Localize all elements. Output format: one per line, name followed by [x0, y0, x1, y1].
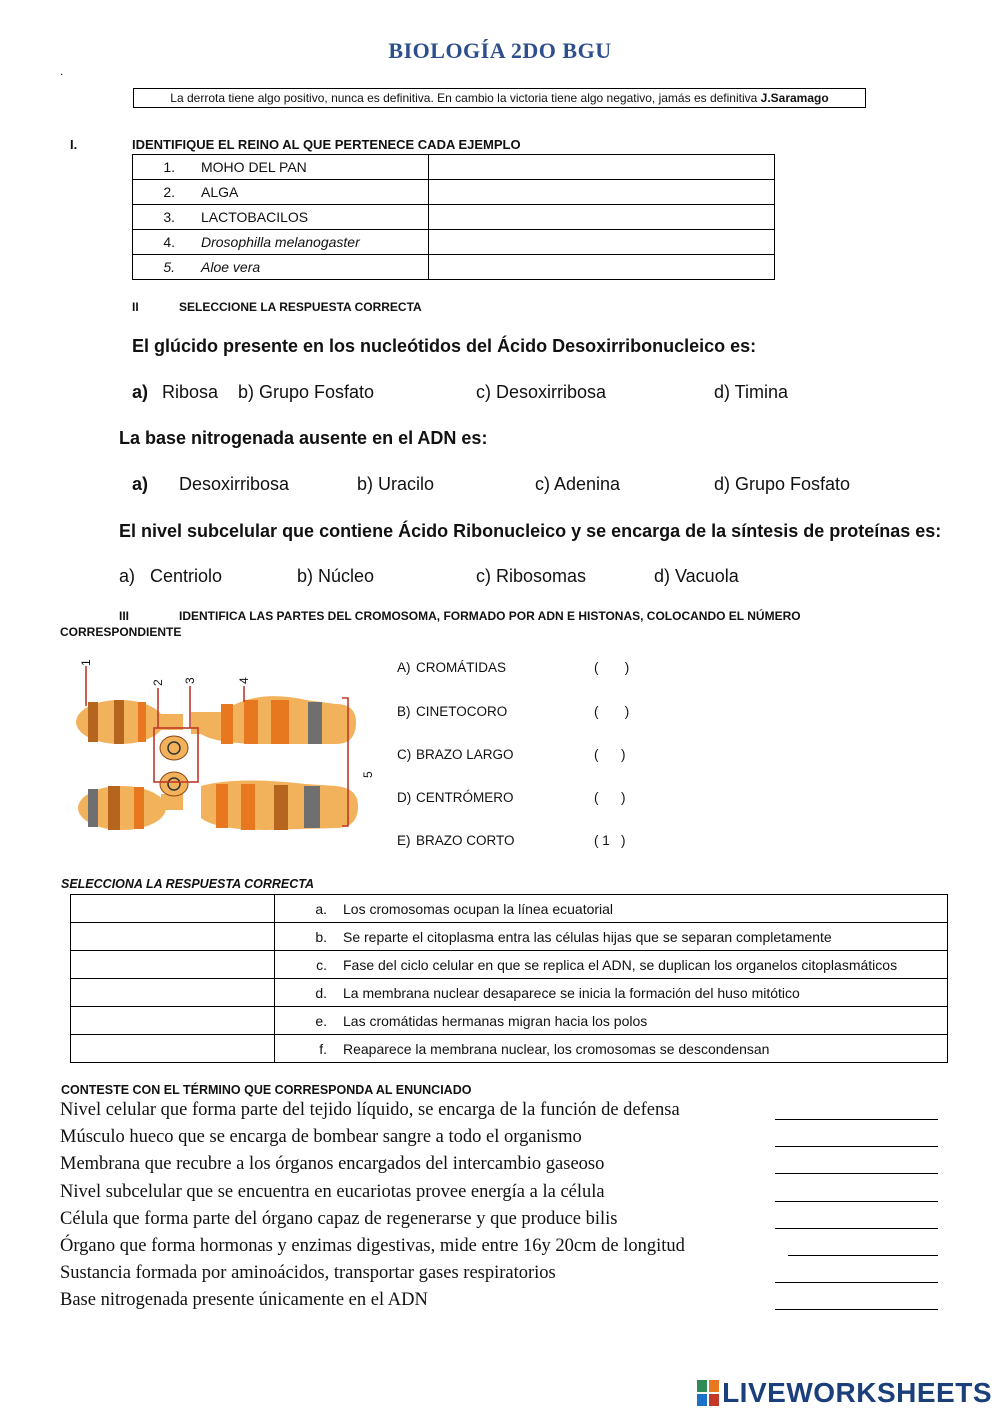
- part-letter: E): [397, 833, 411, 848]
- answer-line[interactable]: [788, 1255, 938, 1256]
- answer-cell[interactable]: [71, 951, 275, 979]
- option-marker: a): [132, 474, 149, 494]
- answer-line[interactable]: [775, 1282, 938, 1283]
- question-3: El nivel subcelular que contiene Ácido Ribonucleico y se encarga de la síntesis de proteínas es:: [119, 521, 942, 541]
- row-text: Reaparece la membrana nuclear, los cromosomas se descondensan: [343, 1040, 770, 1057]
- answer-line[interactable]: [775, 1173, 938, 1174]
- lower-chromatid: [78, 780, 358, 830]
- answer-line[interactable]: [775, 1119, 938, 1120]
- phase-table: [70, 894, 948, 1063]
- part-name: CENTRÓMERO: [416, 790, 514, 805]
- part-name: BRAZO LARGO: [416, 747, 514, 762]
- row-text: La membrana nuclear desaparece se inicia la formación del huso mitótico: [343, 984, 800, 1001]
- answer-cell[interactable]: [71, 1035, 275, 1063]
- q1-option-d[interactable]: d) Timina: [714, 382, 789, 402]
- row-label: Drosophilla melanogaster: [201, 234, 360, 250]
- part-name: BRAZO CORTO: [416, 833, 515, 848]
- part-answer[interactable]: ( ): [594, 660, 630, 675]
- section5-heading: CONTESTE CON EL TÉRMINO QUE CORRESPONDA AL ENUNCIADO: [61, 1083, 472, 1097]
- fill-item: Nivel subcelular que se encuentra en eucariotas provee energía a la célula: [60, 1182, 605, 1202]
- row-text: Fase del ciclo celular en que se replica el ADN, se duplican los organelos citoplasmáticos: [343, 956, 898, 973]
- table-row: 1. MOHO DEL PAN: [133, 155, 775, 180]
- row-label: MOHO DEL PAN: [201, 159, 307, 175]
- centromere: [160, 736, 188, 796]
- section3-heading-cont: CORRESPONDIENTE: [60, 625, 182, 639]
- option-marker: a): [119, 566, 136, 586]
- label-5: 5: [361, 771, 375, 778]
- row-text: Las cromátidas hermanas migran hacia los polos: [343, 1012, 648, 1029]
- part-answer[interactable]: ( ): [594, 704, 630, 719]
- upper-chromatid: [76, 696, 356, 744]
- quote-author: J.Saramago: [760, 91, 829, 105]
- liveworksheets-text: LIVEWORKSHEETS: [722, 1377, 992, 1408]
- q3-option-c[interactable]: c) Ribosomas: [476, 566, 587, 586]
- answer-cell[interactable]: [71, 923, 275, 951]
- table-row: a. Los cromosomas ocupan la línea ecuatorial: [71, 895, 948, 923]
- section2-numeral: II: [132, 300, 139, 314]
- q3-option-b[interactable]: b) Núcleo: [297, 566, 375, 586]
- part-letter: D): [397, 790, 412, 805]
- section3-numeral: III: [119, 609, 130, 623]
- label-2: 2: [151, 679, 165, 686]
- row-label: ALGA: [201, 184, 239, 200]
- option-marker: a): [132, 382, 149, 402]
- q2-option-a[interactable]: Desoxirribosa: [179, 474, 290, 494]
- part-answer[interactable]: ( ): [594, 790, 626, 805]
- row-label: LACTOBACILOS: [201, 209, 309, 225]
- table-row: b. Se reparte el citoplasma entra las células hijas que se separan completamente: [71, 923, 948, 951]
- answer-line[interactable]: [775, 1309, 938, 1310]
- q1-option-b[interactable]: b) Grupo Fosfato: [238, 382, 375, 402]
- part-letter: C): [397, 747, 412, 762]
- fill-item: Nivel celular que forma parte del tejido líquido, se encarga de la función de defensa: [60, 1100, 680, 1120]
- table-row: 3. LACTOBACILOS: [133, 205, 775, 230]
- answer-cell[interactable]: [71, 895, 275, 923]
- q3-option-d[interactable]: d) Vacuola: [654, 566, 739, 586]
- answer-cell[interactable]: [71, 979, 275, 1007]
- label-3: 3: [183, 677, 197, 684]
- part-answer[interactable]: ( ): [594, 747, 626, 762]
- table-row: 5. Aloe vera: [133, 255, 775, 280]
- part-answer[interactable]: ( 1 ): [594, 833, 626, 848]
- part-name: CROMÁTIDAS: [416, 660, 507, 675]
- row-text: Los cromosomas ocupan la línea ecuatorial: [343, 900, 614, 917]
- answer-line[interactable]: [775, 1228, 938, 1229]
- q2-option-c[interactable]: c) Adenina: [535, 474, 621, 494]
- fill-item: Base nitrogenada presente únicamente en el ADN: [60, 1290, 428, 1310]
- answer-cell[interactable]: [71, 1007, 275, 1035]
- quote-box: [133, 88, 866, 108]
- fill-item: Órgano que forma hormonas y enzimas digestivas, mide entre 16y 20cm de longitud: [60, 1236, 685, 1256]
- table-row: c. Fase del ciclo celular en que se replica el ADN, se duplican los organelos citoplasmáticos: [71, 951, 948, 979]
- q1-option-c[interactable]: c) Desoxirribosa: [476, 382, 607, 402]
- question-2: La base nitrogenada ausente en el ADN es:: [119, 428, 488, 448]
- quote-text: La derrota tiene algo positivo, nunca es definitiva. En cambio la victoria tiene algo negativo, jamás es definitiva: [170, 91, 761, 105]
- q1-option-a[interactable]: Ribosa: [162, 382, 219, 402]
- fill-item: Sustancia formada por aminoácidos, transportar gases respiratorios: [60, 1263, 556, 1283]
- label-1: 1: [79, 659, 93, 666]
- answer-line[interactable]: [775, 1146, 938, 1147]
- page-title: BIOLOGÍA 2DO BGU: [388, 38, 612, 63]
- table-row: f. Reaparece la membrana nuclear, los cromosomas se descondensan: [71, 1035, 948, 1063]
- fill-item: Membrana que recubre a los órganos encargados del intercambio gaseoso: [60, 1154, 605, 1174]
- section1-heading: IDENTIFIQUE EL REINO AL QUE PERTENECE CADA EJEMPLO: [132, 137, 521, 152]
- stray-dot: .: [60, 64, 64, 78]
- table-row: d. La membrana nuclear desaparece se inicia la formación del huso mitótico: [71, 979, 948, 1007]
- section3-heading: IDENTIFICA LAS PARTES DEL CROMOSOMA, FORMADO POR ADN E HISTONAS, COLOCANDO EL NÚMERO: [179, 609, 801, 623]
- fill-item: Célula que forma parte del órgano capaz de regenerarse y que produce bilis: [60, 1209, 618, 1229]
- table-row: 2. ALGA: [133, 180, 775, 205]
- answer-cell[interactable]: [429, 205, 775, 230]
- section2-heading: SELECCIONE LA RESPUESTA CORRECTA: [179, 300, 422, 314]
- fill-item: Músculo hueco que se encarga de bombear sangre a todo el organismo: [60, 1127, 582, 1147]
- answer-cell[interactable]: [429, 180, 775, 205]
- kingdom-table: [132, 154, 775, 280]
- q2-option-d[interactable]: d) Grupo Fosfato: [714, 474, 851, 494]
- answer-cell[interactable]: [429, 255, 775, 280]
- row-text: Se reparte el citoplasma entra las células hijas que se separan completamente: [343, 928, 832, 945]
- part-name: CINETOCORO: [416, 704, 508, 719]
- section1-numeral: I.: [70, 137, 78, 152]
- liveworksheets-logo: [697, 1377, 992, 1409]
- answer-cell[interactable]: [429, 230, 775, 255]
- label-4: 4: [237, 677, 251, 684]
- part-letter: B): [397, 704, 411, 719]
- part-letter: A): [397, 660, 411, 675]
- row-label: Aloe vera: [201, 259, 261, 275]
- table-row: e. Las cromátidas hermanas migran hacia los polos: [71, 1007, 948, 1035]
- chromosome-diagram: [66, 644, 375, 844]
- q2-option-b[interactable]: b) Uracilo: [357, 474, 435, 494]
- answer-line[interactable]: [775, 1201, 938, 1202]
- liveworksheets-mark-icon: [697, 1380, 719, 1406]
- answer-cell[interactable]: [429, 155, 775, 180]
- table-row: 4. Drosophilla melanogaster: [133, 230, 775, 255]
- section4-heading: SELECCIONA LA RESPUESTA CORRECTA: [61, 877, 315, 891]
- question-1: El glúcido presente en los nucleótidos del Ácido Desoxirribonucleico es:: [132, 336, 757, 356]
- q3-option-a[interactable]: Centriolo: [150, 566, 223, 586]
